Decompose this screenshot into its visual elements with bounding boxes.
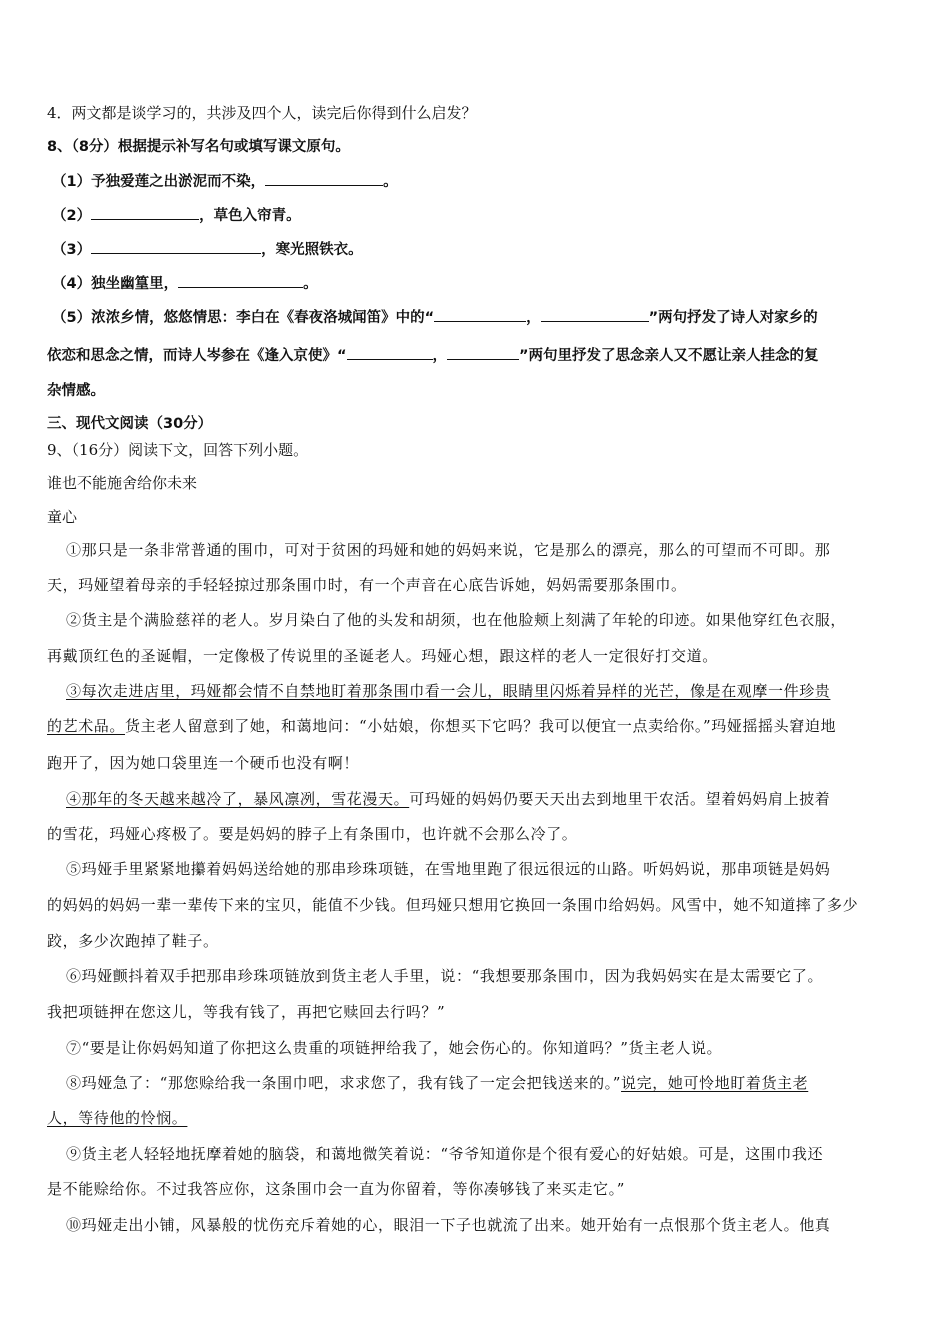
item-2-prefix: （2） xyxy=(52,208,92,224)
paragraph-4-line-2: 的雪花，玛娅心疼极了。要是妈妈的脖子上有条围巾，也许就不会那么冷了。 xyxy=(47,825,578,843)
question-8-title: 8、（8分）根据提示补写名句或填写课文原句。 xyxy=(47,139,350,155)
paragraph-5-line-3: 跤，多少次跑掉了鞋子。 xyxy=(47,932,219,950)
item-5-text: ”两句抒发了诗人对家乡的 xyxy=(648,310,818,326)
item-5-comma: ， xyxy=(432,348,448,364)
paragraph-9-line-1: ⑨货主老人轻轻地抚摩着她的脑袋，和蔼地微笑着说：“爷爷知道你是个很有爱心的好姑娘。可是，这围巾我还 xyxy=(66,1145,824,1163)
question-8-item-5-line-2 xyxy=(47,345,819,366)
paragraph-3-line-2 xyxy=(47,716,836,736)
item-5-text: 依恋和思念之情，而诗人岑参在《逢入京使》“ xyxy=(47,348,347,364)
underlined-phrase: 的艺术品。 xyxy=(47,717,126,735)
paragraph-8-line-1 xyxy=(66,1073,808,1093)
item-3-suffix: ，寒光照铁衣。 xyxy=(261,242,363,258)
item-4-suffix: 。 xyxy=(303,276,318,292)
paragraph-2-line-2: 再戴顶红色的圣诞帽，一定像极了传说里的圣诞老人。玛娅心想，跟这样的老人一定很好打交道。 xyxy=(47,647,718,665)
item-5-text: （5）浓浓乡情，悠悠情思：李白在《春夜洛城闻笛》中的“ xyxy=(52,310,435,326)
answer-blank[interactable] xyxy=(541,307,649,322)
answer-blank[interactable] xyxy=(265,171,383,186)
plain-text: 可玛娅的妈妈仍要天天出去到地里干农活。望着妈妈肩上披着 xyxy=(409,790,831,808)
paragraph-1-line-2: 天，玛娅望着母亲的手轻轻掠过那条围巾时，有一个声音在心底告诉她，妈妈需要那条围巾。 xyxy=(47,576,687,594)
paragraph-3-line-1-underlined: ③每次走进店里，玛娅都会情不自禁地盯着那条围巾看一会儿，眼睛里闪烁着异样的光芒，像是在观摩一件珍贵 xyxy=(66,682,831,700)
question-8-item-1 xyxy=(52,171,398,192)
answer-blank[interactable] xyxy=(447,345,519,360)
question-8-item-5-line-1 xyxy=(52,307,818,328)
item-3-prefix: （3） xyxy=(52,242,92,258)
story-author: 童心 xyxy=(47,508,78,526)
underlined-phrase: 说完，她可怜地盯着货主老 xyxy=(621,1074,809,1092)
underlined-phrase: ④那年的冬天越来越冷了，暴风凛冽，雪花漫天。 xyxy=(66,790,410,808)
question-8-item-2 xyxy=(52,205,301,226)
answer-blank[interactable] xyxy=(434,307,526,322)
answer-blank[interactable] xyxy=(178,273,303,288)
paragraph-5-line-1: ⑤玛娅手里紧紧地攥着妈妈送给她的那串珍珠项链，在雪地里跑了很远很远的山路。听妈妈说，那串项链是妈妈 xyxy=(66,860,831,878)
paragraph-3-line-3: 跑开了，因为她口袋里连一个硬币也没有啊！ xyxy=(47,754,360,772)
paragraph-4-line-1 xyxy=(66,789,830,809)
paragraph-2-line-1: ②货主是个满脸慈祥的老人。岁月染白了他的头发和胡须，也在他脸颊上刻满了年轮的印迹。如果他穿红色衣服， xyxy=(66,611,847,629)
plain-text: ⑧玛娅急了：“那您赊给我一条围巾吧，求求您了，我有钱了一定会把钱送来的。” xyxy=(66,1074,622,1092)
plain-text: 货主老人留意到了她，和蔼地问：“小姑娘，你想买下它吗？我可以便宜一点卖给你。”玛娅摇摇头窘迫地 xyxy=(125,717,837,735)
paragraph-6-line-2: 我把项链押在您这儿，等我有钱了，再把它赎回去行吗？” xyxy=(47,1003,446,1021)
answer-blank[interactable] xyxy=(347,345,433,360)
paragraph-9-line-2: 是不能赊给你。不过我答应你，这条围巾会一直为你留着，等你凑够钱了来买走它。” xyxy=(47,1180,625,1198)
paragraph-10-line-1: ⑩玛娅走出小铺，风暴般的忧伤充斥着她的心，眼泪一下子也就流了出来。她开始有一点恨那个货主老人。他真 xyxy=(66,1216,831,1234)
item-4-prefix: （4）独坐幽篁里， xyxy=(52,276,179,292)
item-5-comma: ， xyxy=(526,310,541,326)
paragraph-5-line-2: 的妈妈的妈妈一辈一辈传下来的宝贝，能值不少钱。但玛娅只想用它换回一条围巾给妈妈。风雪中，她不知道摔了多少 xyxy=(47,896,859,914)
paragraph-8-line-2-underlined: 人，等待他的怜悯。 xyxy=(47,1109,188,1127)
paragraph-6-line-1: ⑥玛娅颤抖着双手把那串珍珠项链放到货主老人手里，说：“我想要那条围巾，因为我妈妈实在是太需要它了。 xyxy=(66,967,824,985)
question-9-title: 9、（16分）阅读下文，回答下列小题。 xyxy=(47,441,309,459)
item-1-prefix: （1）予独爱莲之出淤泥而不染， xyxy=(52,174,266,190)
item-1-suffix: 。 xyxy=(383,174,398,190)
section-3-heading: 三、现代文阅读（30分） xyxy=(47,416,213,432)
item-5-text: ”两句里抒发了思念亲人又不愿让亲人挂念的复 xyxy=(519,348,819,364)
question-4: 4．两文都是谈学习的，共涉及四个人，读完后你得到什么启发？ xyxy=(47,104,477,122)
story-title: 谁也不能施舍给你未来 xyxy=(47,474,198,492)
question-8-item-4 xyxy=(52,273,318,294)
question-8-item-5-line-3: 杂情感。 xyxy=(47,383,105,399)
question-8-item-3 xyxy=(52,239,363,260)
paragraph-7: ⑦“要是让你妈妈知道了你把这么贵重的项链押给我了，她会伤心的。你知道吗？”货主老人说。 xyxy=(66,1039,723,1057)
item-2-suffix: ，草色入帘青。 xyxy=(199,208,301,224)
paragraph-1-line-1: ①那只是一条非常普通的围巾，可对于贫困的玛娅和她的妈妈来说，它是那么的漂亮，那么的可望而不可即。那 xyxy=(66,541,831,559)
answer-blank[interactable] xyxy=(91,239,261,254)
answer-blank[interactable] xyxy=(91,205,199,220)
